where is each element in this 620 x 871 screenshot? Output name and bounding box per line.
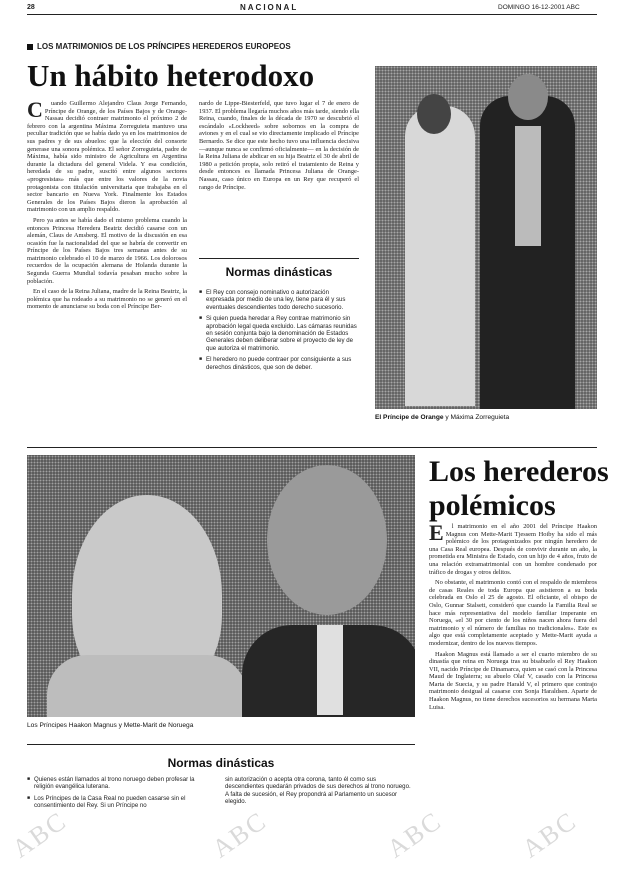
photo-prince-orange-maxima [375, 66, 597, 409]
article1-paragraph-4: nardo de Lippe-Biesterfeld, que tuvo lugar el 7 de enero de 1937. El problema llegaría muchos años más tarde, siendo ella Reina, cuando, finales de la década de 1970 se descubrió el escándalo «Lockheed» sobre sobornos en la compra de aviones y en el cual se vio directamente implicado el Príncipe Bernardo. Se dice que este hecho tuvo una influencia decisiva —aunque nunca se confirmó oficialmente— en la decisión de la Reina Juliana de abdicar en su hija Beatriz el 30 de abril de 1980 a petición propia, solo retiró el tratamiento de Reina y desde entonces es llamada Princesa Juliana de Orange-Nassau, caso único en Europa en un Rey que recuperó el rango de Príncipe. [199, 100, 359, 191]
article1-column-1 [27, 100, 187, 440]
dynastic-rules-box-1 [199, 258, 359, 441]
article1-paragraph-3: En el caso de la Reina Juliana, madre de la Reina Beatriz, la polémica que ha rodeado a su matrimonio no se generó en el momento de anunciarse su boda con el Príncipe Ber- [27, 288, 187, 311]
box1-item: ■ Si quien pueda heredar a Rey contrae matrimonio sin aprobación legal queda excluido. Las cámaras reunidas en sesión conjunta bajo la denominación de Estados Generales deben deliberar sobre el proyecto de ley de que autoriza el matrimonio. [199, 315, 359, 352]
box2-title: Normas dinásticas [167, 756, 275, 770]
article2-dropcap: E [429, 523, 444, 545]
abc-watermark: ABC [206, 805, 273, 864]
box1-item: ■ El Rey con consejo nominativo o autorización expresada por medio de una ley, tiene para él y sus eventuales descendientes todo derecho sucesorio. [199, 289, 359, 311]
kicker-square-icon [27, 44, 33, 50]
abc-watermark: ABC [381, 805, 448, 864]
article2-title-line-1: Los herederos [429, 455, 609, 488]
photo1-caption-rest: y Máxima Zorreguieta [443, 414, 510, 421]
section-divider [27, 447, 597, 448]
article2-paragraph-1: l matrimonio en el año 2001 del Príncipe Haakon Magnus con Mette-Marit Tjessem Hoiby ha sido el más polémico de los protagonizados por ningún heredero de una Casa Real europea. Después de convivir durante un año, la prometida era Ministra de Estado, con un hijo de 4 años, fruto de una relación extramatrimonial con un hombre condenado por tráfico de drogas y otros delitos. [429, 523, 597, 576]
article1-title: Un hábito heterodoxo [27, 58, 315, 93]
kicker: LOS MATRIMONIOS DE LOS PRÍNCIPES HEREDEROS EUROPEOS [37, 42, 291, 51]
box1-title: Normas dinásticas [225, 265, 333, 279]
abc-watermark: ABC [6, 805, 73, 864]
abc-watermark: ABC [516, 805, 583, 864]
box2-item: ■ Los Príncipes de la Casa Real no pueden casarse sin el consentimiento del Rey. Si un Príncipe no [27, 795, 213, 810]
photo1-caption-name: El Príncipe de Orange [375, 414, 444, 421]
box1-item: ■ El heredero no puede contraer por consiguiente a sus derechos dinásticos, que son de deber. [199, 356, 359, 371]
article2-paragraph-2: No obstante, el matrimonio contó con el respaldo de miembros de casas Reales de toda Europa que asistieron a su boda celebrada en Oslo el 25 de agosto. El oficiante, el obispo de Oslo, Gunnar Stalsett, consideró que cuando la Familia Real se hace más representativa del modelo familiar imperante en Noruega, «el 30 por ciento de los niños nacen ahora fuera del matrimonio y el número de familias no tradicionales». Este es algo que está completamente aceptado y Mette-Marit ayuda a modernizar, dentro de los nuevos tiempos. [429, 579, 597, 647]
box2-continuation: sin autorización o acepta otra corona, tanto él como sus descendientes quedarán privados de sus derechos al trono noruego. A falta de sucesión, el Rey propondrá al Parlamento un sucesor elegido. [225, 776, 411, 806]
article1-dropcap: C [27, 100, 43, 122]
box2-rule [27, 744, 415, 745]
photo-haakon-mette-marit [27, 455, 415, 717]
header-rule [27, 14, 597, 15]
article2-paragraph-3: Haakon Magnus está llamado a ser el cuarto miembro de su dinastía que reina en Noruega tras su bisabuelo el Rey Haakon VII, nacido Príncipe de Dinamarca, quien se casó con la Princesa Maud de Inglaterra; su abuelo Olaf V, casado con la Princesa Marta de Suecia, y su padre Harald V, el primero que contrajo matrimonio desigual al casarse con Sonja Haraldsen. Aparte de Haakon Magnus, no tiene derechos sucesorios su hermana Marta Luisa. [429, 650, 597, 711]
photo1-caption [375, 414, 509, 421]
date-line: DOMINGO 16-12-2001 ABC [498, 4, 580, 11]
section-name: NACIONAL [240, 3, 299, 12]
article1-paragraph-2: Pero ya antes se había dado el mismo problema cuando la entonces Princesa Heredera Beatriz decidió casarse con un alemán, Claus de Amsberg. El motivo de la discusión en esa ocasión fue la nacionalidad del que se habría de convertir en Príncipe de los Países Bajos tres semanas antes de su matrimonio celebrado el 10 de marzo de 1966. Los dolorosos recuerdos de la ocupación alemana de Holanda durante la Segunda Guerra Mundial todavía pesaban mucho sobre la población. [27, 216, 187, 285]
page-number: 28 [27, 4, 35, 11]
article1-paragraph-1: uando Guillermo Alejandro Claus Jorge Fernando, Príncipe de Orange, de los Países Bajos y de Orange-Nassau decidió contraer matrimonio el próximo 2 de febrero con la argentina Máxima Zorreguieta mantuvo una peculiar tradición que se había dado ya en los matrimonios de sus padres y de sus abuelos: que la elección del consorte generase una sonora polémica. El señor Zorreguieta, padre de Máxima, había sido ministro de Agricultura en Argentina durante la dictadura del general Videla. Y esa condición, heredada de su padre, suscitó entre algunos sectores «progresistas» más que entre los valores de la novia protagonista con titulación universitaria que trabajaba en el sector bancario en Nueva York. Finalmente los Estados Generales de los Países Bajos dieron la aprobación al matrimonio con un amplio respaldo. [27, 100, 187, 214]
article2-title-line-2: polémicos [429, 489, 556, 522]
box2-item: ■ Quienes están llamados al trono noruego deben profesar la religión evangélica luterana. [27, 776, 213, 791]
photo2-caption: Los Príncipes Haakon Magnus y Mette-Marit de Noruega [27, 722, 194, 729]
box1-list [199, 289, 359, 371]
article1-column-2 [199, 100, 359, 260]
